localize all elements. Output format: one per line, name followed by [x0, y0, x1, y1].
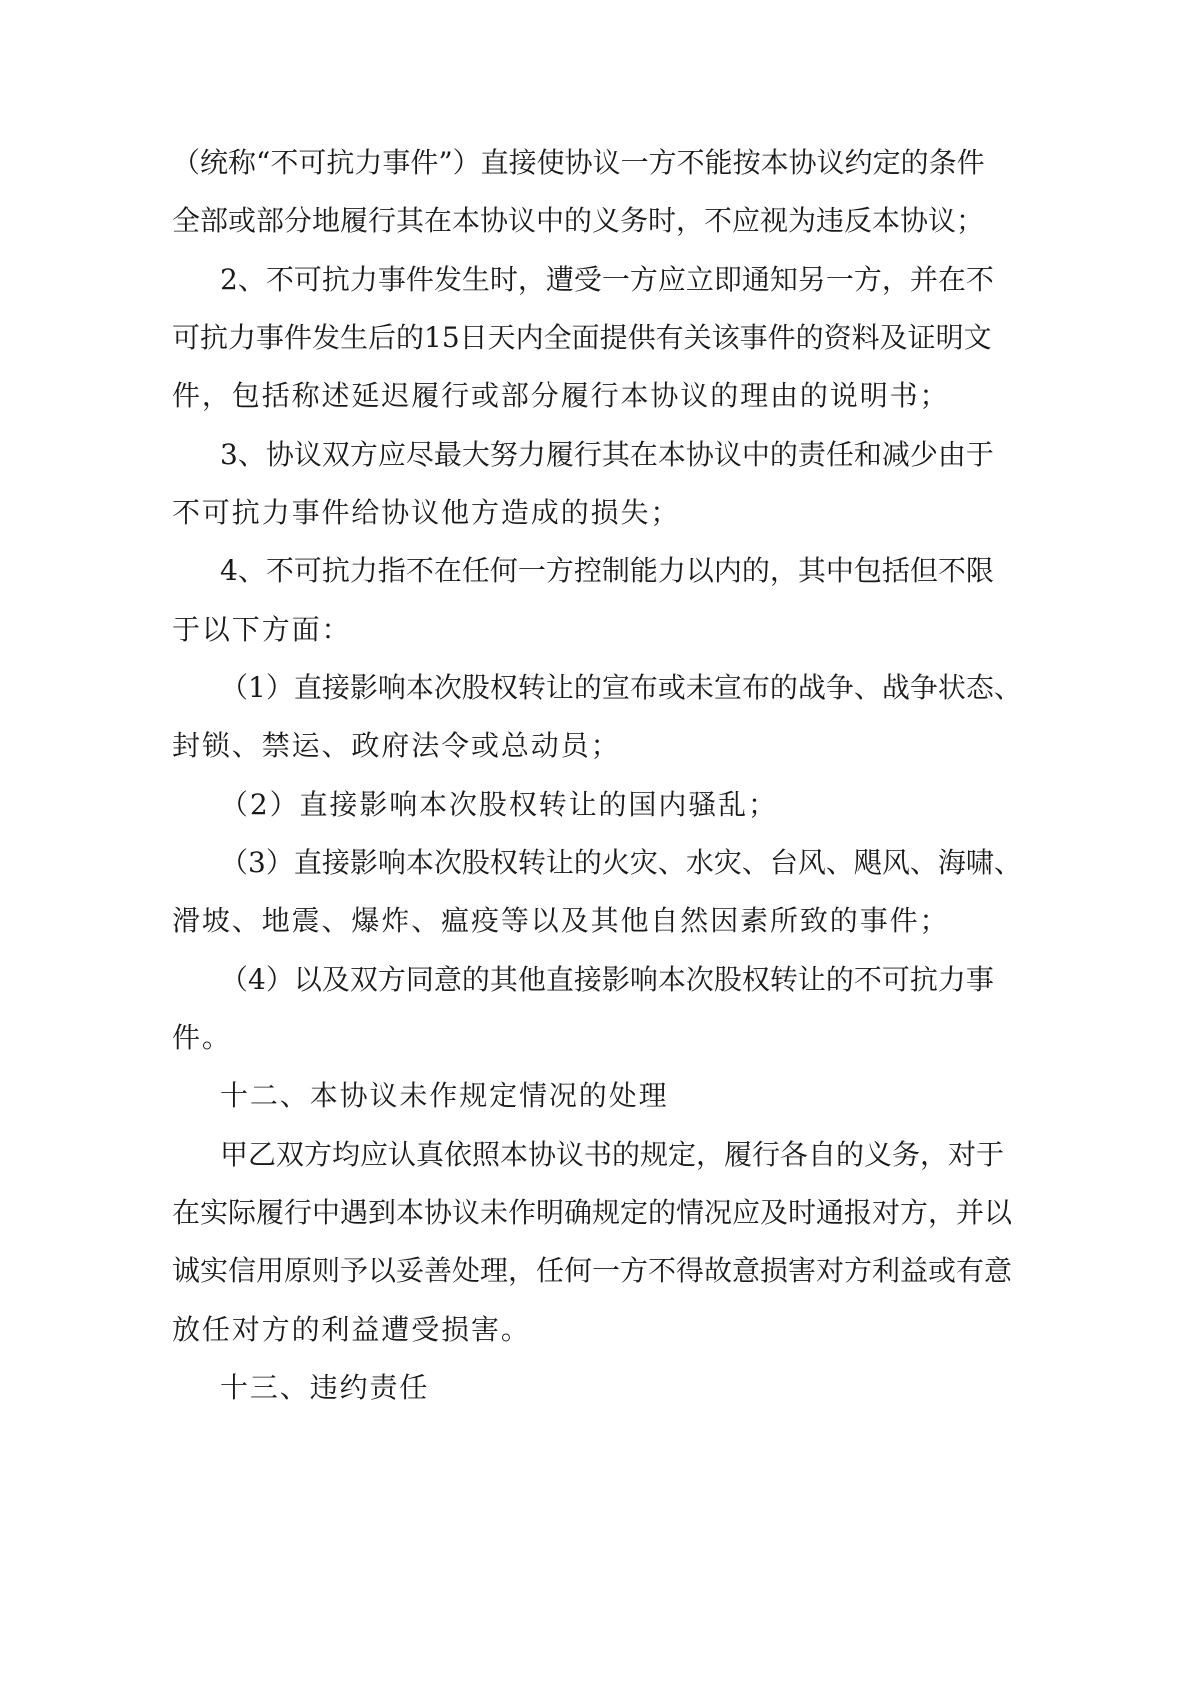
- body-line: （统称“不可抗力事件”）直接使协议一方不能按本协议约定的条件: [172, 146, 985, 179]
- body-line: 3、协议双方应尽最大努力履行其在本协议中的责任和减少由于: [220, 438, 994, 471]
- body-line: 可抗力事件发生后的15日天内全面提供有关该事件的资料及证明文: [172, 321, 992, 354]
- body-line: 于以下方面：: [172, 613, 352, 646]
- body-line: 2、不可抗力事件发生时，遭受一方应立即通知另一方，并在不: [220, 263, 994, 296]
- body-line: 不可抗力事件给协议他方造成的损失；: [172, 496, 681, 529]
- body-line: 件。: [172, 1021, 232, 1054]
- body-line: 封锁、禁运、政府法令或总动员；: [172, 729, 621, 762]
- body-line: 全部或部分地履行其在本协议中的义务时，不应视为违反本协议；: [172, 204, 985, 237]
- body-line: （2）直接影响本次股权转让的国内骚乱；: [220, 788, 778, 821]
- section-heading: 十三、违约责任: [220, 1371, 430, 1404]
- body-line: 滑坡、地震、爆炸、瘟疫等以及其他自然因素所致的事件；: [172, 904, 950, 937]
- body-line: 诚实信用原则予以妥善处理，任何一方不得故意损害对方利益或有意: [172, 1254, 1013, 1287]
- body-line: 件，包括称述延迟履行或部分履行本协议的理由的说明书；: [172, 379, 950, 412]
- body-line: （1）直接影响本次股权转让的宣布或未宣布的战争、战争状态、: [220, 671, 1022, 704]
- body-line: 在实际履行中遇到本协议未作明确规定的情况应及时通报对方，并以: [172, 1196, 1013, 1229]
- body-line: 4、不可抗力指不在任何一方控制能力以内的，其中包括但不限: [220, 554, 994, 587]
- section-heading: 十二、本协议未作规定情况的处理: [220, 1079, 669, 1112]
- body-line: 甲乙双方均应认真依照本协议书的规定，履行各自的义务，对于: [220, 1138, 1005, 1171]
- body-line: （3）直接影响本次股权转让的火灾、水灾、台风、飓风、海啸、: [220, 846, 1022, 879]
- body-line: 放任对方的利益遭受损害。: [172, 1313, 531, 1346]
- body-line: （4）以及双方同意的其他直接影响本次股权转让的不可抗力事: [220, 963, 994, 996]
